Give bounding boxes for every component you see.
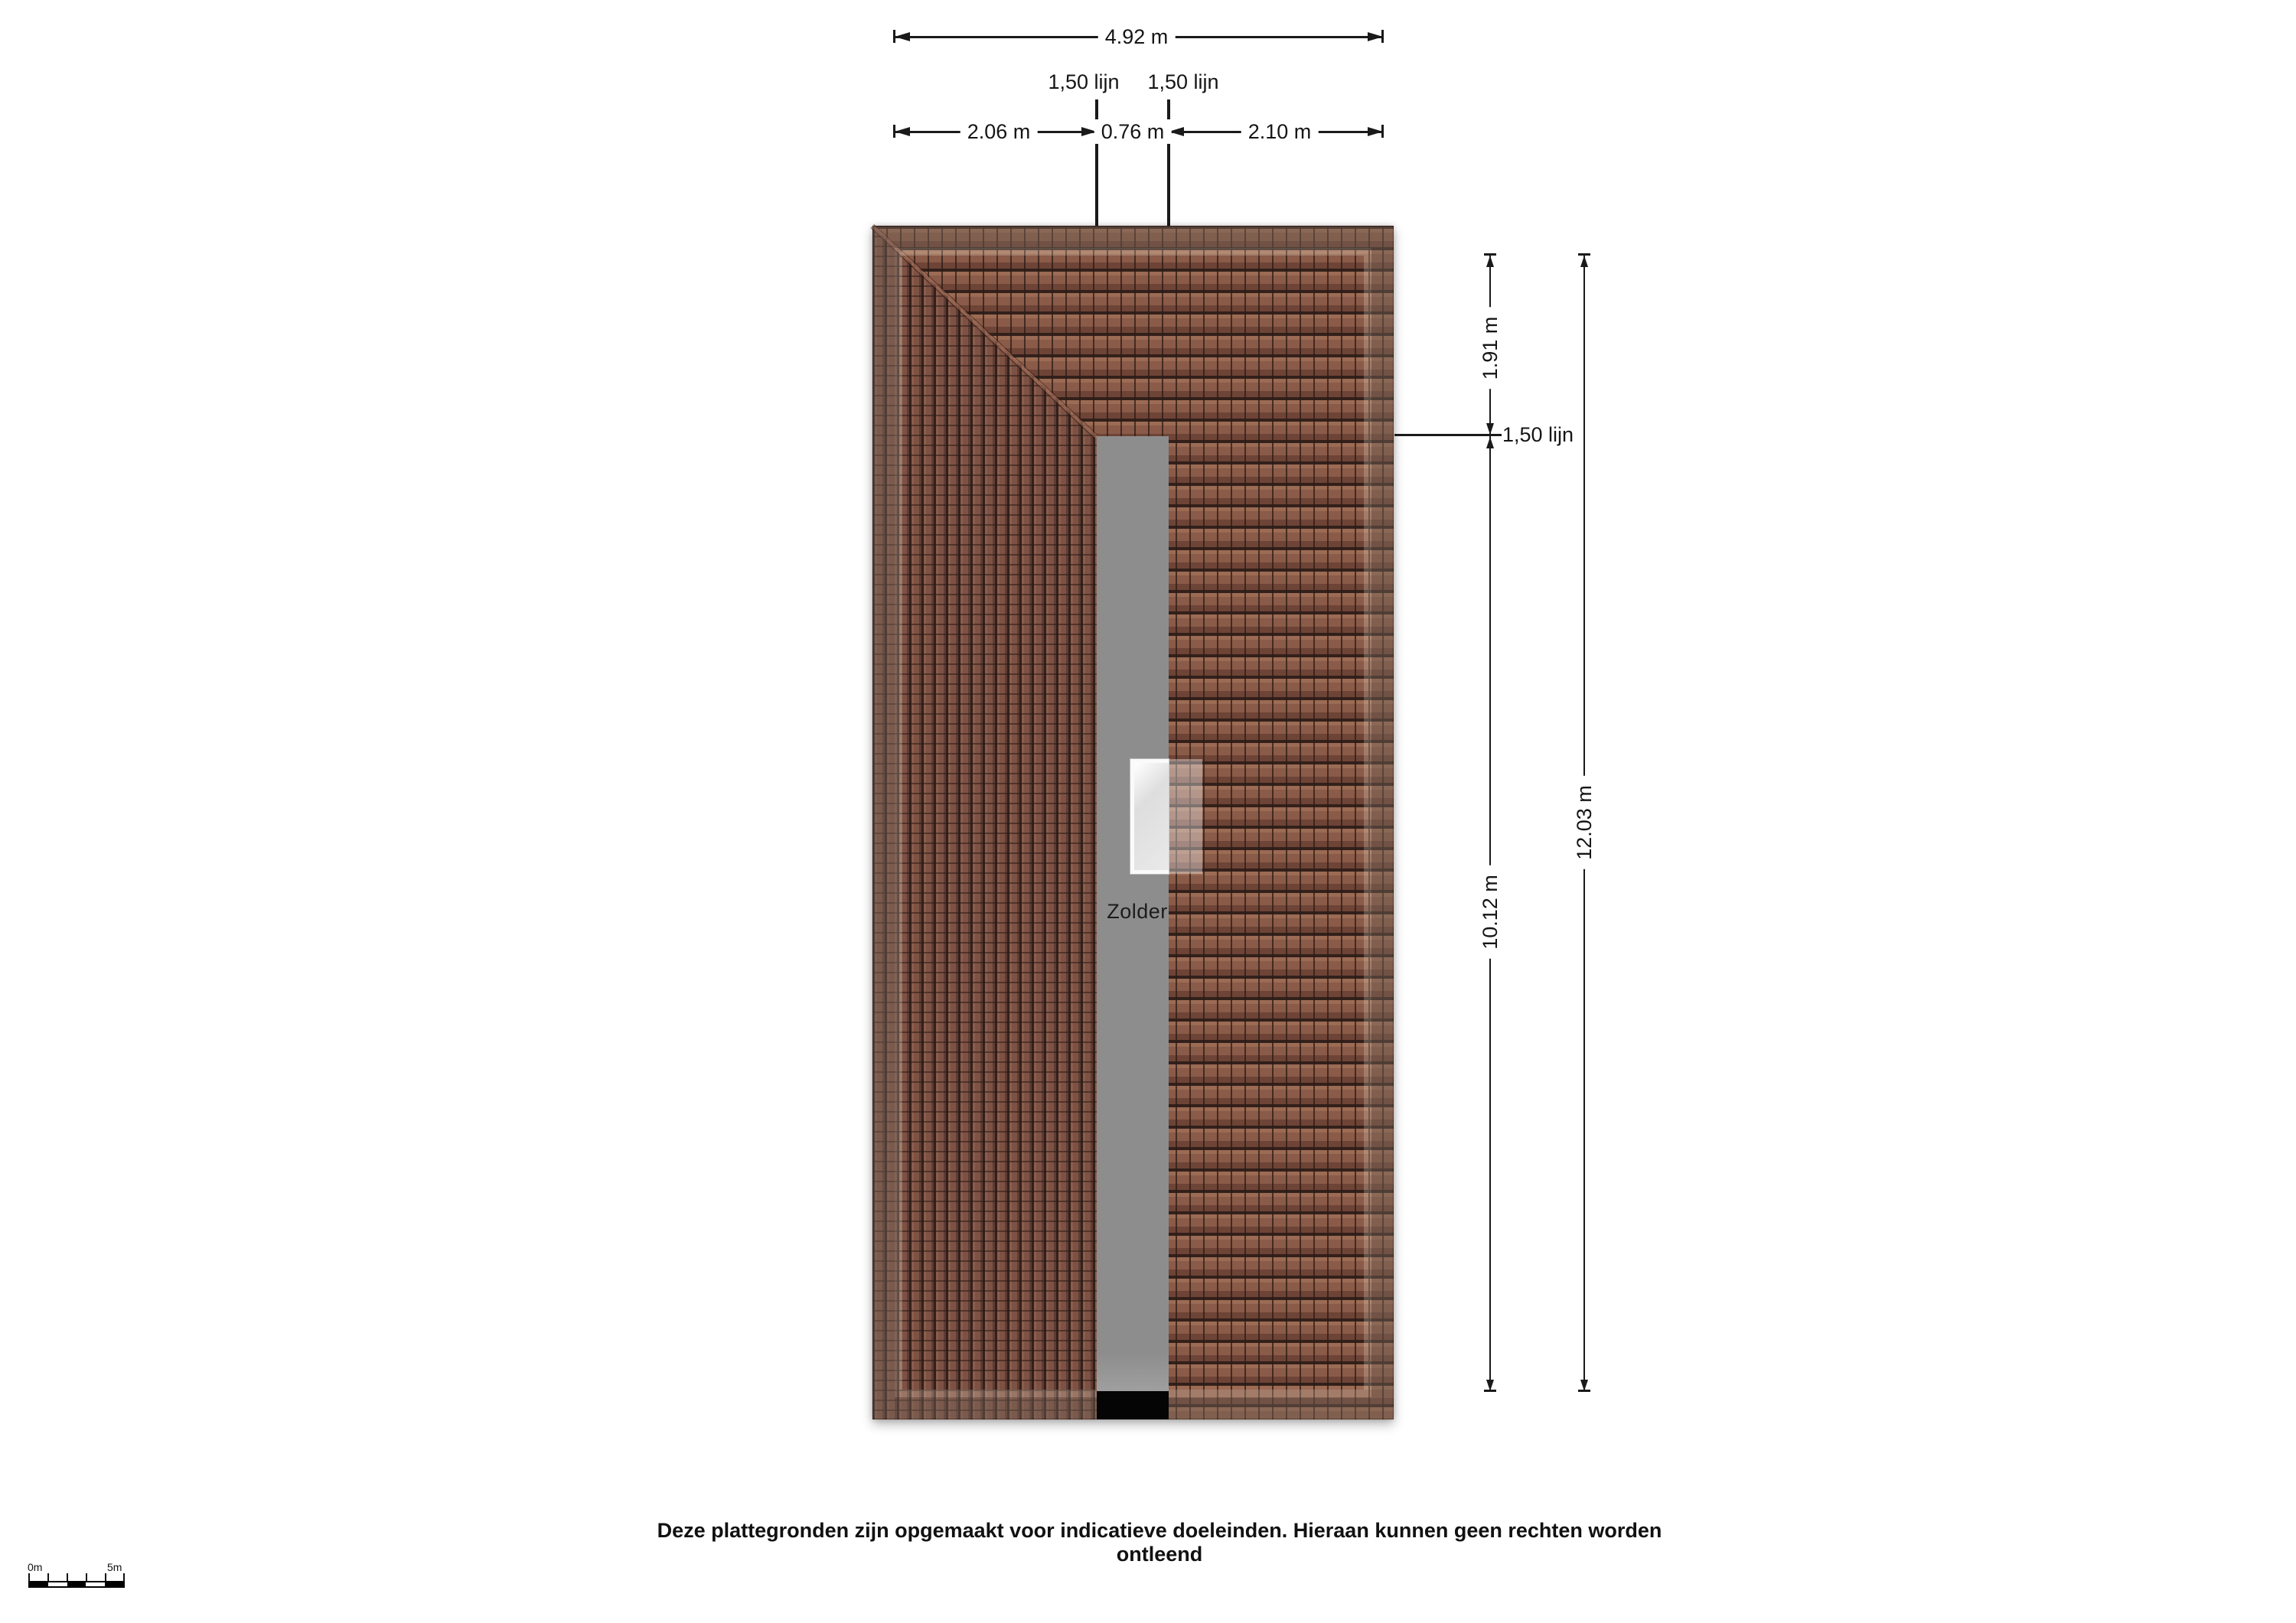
scalebar-segment — [105, 1582, 123, 1586]
lijn-left-label: 1,50 lijn — [1041, 70, 1126, 94]
scalebar-start-label: 0m — [28, 1561, 43, 1573]
scalebar-tick — [86, 1573, 87, 1581]
scalebar-end-label: 5m — [107, 1561, 122, 1573]
lijn-right-marker-line — [1167, 99, 1170, 227]
arrowhead-left-icon — [895, 32, 910, 41]
scalebar — [28, 1581, 125, 1588]
dim-overall-width-label: 4.92 m — [1098, 24, 1176, 49]
scalebar-segment — [48, 1582, 67, 1586]
scalebar-segment — [30, 1582, 48, 1586]
dim-left-width-label: 2.06 m — [960, 119, 1038, 144]
dim-end-tick — [1484, 1390, 1496, 1392]
dim-overall-height-label: 12.03 m — [1572, 776, 1596, 869]
arrowhead-right-icon — [1368, 127, 1383, 136]
lijn-side-label: 1,50 lijn — [1502, 423, 1574, 446]
scalebar-tick — [47, 1573, 49, 1581]
scalebar-tick — [28, 1573, 30, 1581]
scalebar-segment — [67, 1582, 86, 1586]
lijn-right-label: 1,50 lijn — [1140, 70, 1225, 94]
dim-right-width-label: 2.10 m — [1241, 119, 1319, 144]
dim-top-height-label: 1.91 m — [1478, 308, 1502, 389]
roof-plan — [872, 226, 1394, 1419]
skylight-under-tiles — [1169, 759, 1202, 874]
arrowhead-right-icon — [1368, 32, 1383, 41]
scalebar-segment — [86, 1582, 104, 1586]
scalebar-tick — [123, 1573, 125, 1581]
roof-opening — [1097, 1391, 1169, 1419]
arrowhead-up-icon — [1486, 437, 1494, 448]
arrowhead-down-icon — [1580, 1380, 1588, 1391]
arrowhead-up-icon — [1486, 256, 1494, 267]
scalebar-tick — [105, 1573, 106, 1581]
lijn-side-line — [1394, 434, 1502, 436]
scalebar-tick — [67, 1573, 68, 1581]
arrowhead-down-icon — [1486, 423, 1494, 435]
disclaimer-text: Deze plattegronden zijn opgemaakt voor indicatieve doeleinden. Hieraan kunnen geen rechten worden ontleend — [657, 1519, 1662, 1566]
skylight-window — [1130, 759, 1169, 874]
arrowhead-left-icon — [895, 127, 910, 136]
lijn-left-marker-line — [1095, 99, 1098, 227]
arrowhead-up-icon — [1580, 256, 1588, 267]
dim-center-width-label: 0.76 m — [1094, 119, 1172, 144]
dim-inner-height-label: 10.12 m — [1478, 865, 1502, 959]
room-label: Zolder — [1107, 900, 1168, 923]
